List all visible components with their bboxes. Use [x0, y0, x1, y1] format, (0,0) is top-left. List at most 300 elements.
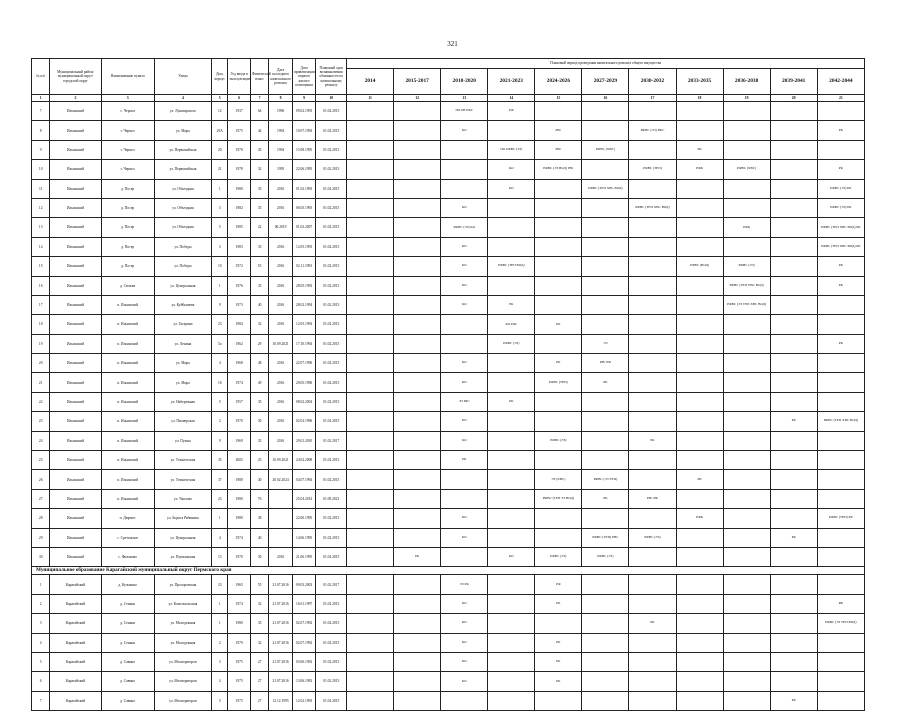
row-last-repair: 21.07.2016: [269, 633, 293, 652]
header-year-period: 2024-2026: [535, 69, 582, 95]
row-work-cell: [488, 276, 535, 295]
row-year-built: 1978: [228, 160, 251, 179]
row-work-cell: [347, 470, 394, 489]
row-last-repair: 2016: [269, 412, 293, 431]
row-work-cell: [629, 633, 676, 652]
header-row: [32, 59, 865, 69]
row-deadline: 01.02.2015: [316, 547, 347, 566]
row-street: ул. Объездная: [154, 179, 211, 198]
row-work-cell: [723, 315, 770, 334]
row-wear: 53: [250, 257, 268, 276]
row-work-cell: [441, 160, 488, 179]
row-work-cell: [676, 237, 723, 256]
row-work-cell: [629, 102, 676, 121]
row-privatization: 24.02.2008: [292, 451, 316, 470]
row-work-cell: [770, 547, 817, 566]
row-work-cell: [488, 451, 535, 470]
row-work-cell: [817, 691, 864, 710]
row-work-cell: РФК: [676, 160, 723, 179]
row-work-cell: КО: [441, 373, 488, 392]
row-no: 25: [32, 451, 50, 470]
row-work-cell: [676, 276, 723, 295]
column-number: 1: [32, 95, 50, 102]
row-work-cell: [394, 489, 441, 508]
row-work-cell: [347, 121, 394, 140]
row-house: 13: [212, 547, 228, 566]
row-wear: 35: [250, 198, 268, 217]
row-settlement: д. Сеньки: [101, 614, 154, 633]
row-work-cell: [770, 257, 817, 276]
row-work-cell: РФВС (ТЕП ВОД): [488, 257, 535, 276]
row-deadline: 01.02.2015: [316, 373, 347, 392]
column-number: 8: [269, 95, 293, 102]
row-last-repair: 20.02.2024: [269, 470, 293, 489]
row-work-cell: [488, 614, 535, 633]
row-year-built: 1974: [228, 528, 251, 547]
row-work-cell: [582, 614, 629, 633]
row-work-cell: КО: [441, 121, 488, 140]
table-row: [32, 160, 865, 179]
table-row: [32, 218, 865, 237]
row-work-cell: [394, 121, 441, 140]
row-work-cell: [488, 412, 535, 431]
row-municipality: Карагайский: [50, 594, 101, 613]
header-year-built: Год ввода в эксплуатацию: [228, 59, 251, 95]
row-privatization: 17.10.1994: [292, 334, 316, 353]
row-work-cell: КО: [441, 672, 488, 691]
row-municipality: Ильинский: [50, 509, 101, 528]
row-work-cell: [817, 470, 864, 489]
row-settlement: п. Ильинский: [101, 373, 154, 392]
row-deadline: 01.02.2015: [316, 528, 347, 547]
row-work-cell: КО: [441, 431, 488, 450]
row-year-built: 1962: [228, 334, 251, 353]
row-no: 10: [32, 160, 50, 179]
row-work-cell: КО: [441, 412, 488, 431]
row-no: 8: [32, 121, 50, 140]
row-work-cell: [582, 451, 629, 470]
row-work-cell: РК: [535, 594, 582, 613]
row-settlement: д. Посер: [101, 179, 154, 198]
row-work-cell: [535, 218, 582, 237]
row-municipality: Ильинский: [50, 276, 101, 295]
row-work-cell: [676, 198, 723, 217]
row-work-cell: КО РФс: [488, 315, 535, 334]
row-house: 3: [212, 652, 228, 671]
row-privatization: 15.08.1995: [292, 140, 316, 159]
row-work-cell: [676, 633, 723, 652]
header-privatization: Дата приватизации первого жилого помещения: [292, 59, 316, 95]
row-work-cell: [488, 652, 535, 671]
row-wear: 27: [250, 691, 268, 710]
row-work-cell: РВс РФ: [582, 354, 629, 373]
row-work-cell: ПО РФВС (ЭЗ): [488, 140, 535, 159]
row-privatization: 12.05.1994: [292, 315, 316, 334]
row-work-cell: [770, 160, 817, 179]
row-work-cell: [770, 373, 817, 392]
row-work-cell: [441, 140, 488, 159]
table-row: [32, 509, 865, 528]
row-last-repair: 21.07.2016: [269, 575, 293, 594]
column-numbers-row: [32, 95, 865, 102]
row-work-cell: [582, 509, 629, 528]
row-work-cell: [676, 489, 723, 508]
row-work-cell: [770, 140, 817, 159]
row-privatization: 01.02.2007: [292, 218, 316, 237]
row-deadline: 01.02.2015: [316, 121, 347, 140]
row-work-cell: [394, 470, 441, 489]
row-deadline: 01.02.2015: [316, 594, 347, 613]
row-work-cell: РК: [770, 528, 817, 547]
row-settlement: д. Посер: [101, 257, 154, 276]
row-work-cell: [770, 237, 817, 256]
section-row: [32, 567, 865, 575]
row-work-cell: РК: [770, 691, 817, 710]
row-no: 12: [32, 198, 50, 217]
row-work-cell: РФВС (ЭЗ): [629, 528, 676, 547]
row-work-cell: РФВС (ТЕП ХВС ВОД): [582, 179, 629, 198]
row-work-cell: [394, 392, 441, 411]
row-work-cell: [394, 140, 441, 159]
row-privatization: 02.07.1992: [292, 633, 316, 652]
row-work-cell: [676, 652, 723, 671]
row-settlement: д. Сеньки: [101, 633, 154, 652]
row-work-cell: [347, 237, 394, 256]
header-year-period: 2039-2041: [770, 69, 817, 95]
row-house: 1: [212, 594, 228, 613]
header-year-period: 2036-2038: [723, 69, 770, 95]
row-settlement: г. Чермоз: [101, 121, 154, 140]
row-work-cell: [676, 575, 723, 594]
row-no: 7: [32, 102, 50, 121]
row-street: ул. Набережная: [154, 392, 211, 411]
row-municipality: Ильинский: [50, 218, 101, 237]
row-work-cell: [676, 179, 723, 198]
row-work-cell: РФВС (ЭЗ ТЕП ВОД): [817, 614, 864, 633]
row-work-cell: РК: [535, 633, 582, 652]
row-house: 21: [212, 160, 228, 179]
row-work-cell: [723, 412, 770, 431]
row-privatization: 28.05.1993: [292, 276, 316, 295]
row-year-built: 1974: [228, 594, 251, 613]
row-work-cell: РВс: [535, 121, 582, 140]
row-municipality: Карагайский: [50, 633, 101, 652]
row-work-cell: [394, 451, 441, 470]
row-year-built: 1975: [228, 672, 251, 691]
row-work-cell: [629, 237, 676, 256]
row-year-built: 1975: [228, 121, 251, 140]
row-work-cell: [770, 295, 817, 314]
section-title: Муниципальное образование Карагайский муниципальный округ Пермского края: [32, 567, 865, 575]
row-work-cell: [629, 575, 676, 594]
row-work-cell: РК: [394, 547, 441, 566]
row-work-cell: [394, 614, 441, 633]
row-last-repair: 10.09.2021: [269, 334, 293, 353]
row-work-cell: [629, 392, 676, 411]
row-wear: 32: [250, 633, 268, 652]
row-last-repair: 2016: [269, 276, 293, 295]
row-street: ул. Мира: [154, 354, 211, 373]
row-house: 2: [212, 633, 228, 652]
row-house: 3: [212, 237, 228, 256]
table-row: [32, 295, 865, 314]
row-work-cell: [676, 431, 723, 450]
row-municipality: Ильинский: [50, 547, 101, 566]
row-house: 20: [212, 140, 228, 159]
row-privatization: 02.07.1992: [292, 614, 316, 633]
header-last-repair: Дата последнего капитального ремонта: [269, 59, 293, 95]
row-work-cell: [535, 334, 582, 353]
row-no: 28: [32, 509, 50, 528]
row-work-cell: РК: [817, 276, 864, 295]
column-number: 5: [212, 95, 228, 102]
row-house: 9: [212, 295, 228, 314]
row-street: ул. Ленина: [154, 334, 211, 353]
row-work-cell: [723, 594, 770, 613]
row-work-cell: КО: [488, 160, 535, 179]
row-work-cell: [535, 276, 582, 295]
column-number: 16: [582, 95, 629, 102]
row-work-cell: КО: [441, 633, 488, 652]
row-work-cell: [535, 392, 582, 411]
row-work-cell: [347, 614, 394, 633]
row-no: 20: [32, 354, 50, 373]
header-deadline: Плановый срок возникновения обязанности по капитальному ремонту: [316, 59, 347, 95]
row-work-cell: [394, 198, 441, 217]
row-work-cell: [488, 354, 535, 373]
row-street: ул. Мира: [154, 373, 211, 392]
row-deadline: 01.02.2015: [316, 257, 347, 276]
column-number: 2: [50, 95, 101, 102]
row-house: 23: [212, 315, 228, 334]
row-privatization: 22.07.1996: [292, 354, 316, 373]
row-work-cell: [535, 451, 582, 470]
row-settlement: п. Ильинский: [101, 412, 154, 431]
row-work-cell: [394, 412, 441, 431]
row-work-cell: [394, 237, 441, 256]
row-last-repair: 2016: [269, 354, 293, 373]
row-street: ул. Прохоровская: [154, 575, 211, 594]
row-work-cell: [676, 614, 723, 633]
row-last-repair: 2016: [269, 295, 293, 314]
row-no: 26: [32, 470, 50, 489]
row-work-cell: [770, 315, 817, 334]
table-row: [32, 121, 865, 140]
row-work-cell: РФК: [676, 509, 723, 528]
row-work-cell: РК: [629, 614, 676, 633]
row-work-cell: РК: [817, 160, 864, 179]
row-work-cell: [394, 672, 441, 691]
row-work-cell: [676, 102, 723, 121]
table-row: [32, 614, 865, 633]
row-work-cell: КО: [441, 614, 488, 633]
row-work-cell: [488, 218, 535, 237]
row-settlement: д. Савино: [101, 652, 154, 671]
row-work-cell: РФВС (ТЕП) РВС: [582, 528, 629, 547]
row-work-cell: [770, 575, 817, 594]
row-work-cell: РФВС (ЭЗ) РФС: [629, 121, 676, 140]
row-year-built: 2005: [228, 451, 251, 470]
row-work-cell: [770, 198, 817, 217]
row-settlement: д. Посер: [101, 237, 154, 256]
table-row: [32, 276, 865, 295]
row-house: 3: [212, 198, 228, 217]
row-settlement: п. Ильинский: [101, 334, 154, 353]
row-work-cell: [394, 691, 441, 710]
row-work-cell: [770, 614, 817, 633]
row-work-cell: [488, 633, 535, 652]
row-street: ул. Комсомольская: [154, 594, 211, 613]
row-municipality: Ильинский: [50, 354, 101, 373]
row-street: ул. Бориса Рябинина: [154, 509, 211, 528]
header-year-period: 2030-2032: [629, 69, 676, 95]
row-work-cell: [394, 218, 441, 237]
row-work-cell: [582, 160, 629, 179]
row-year-built: 1982: [228, 198, 251, 217]
row-wear: 44: [250, 121, 268, 140]
row-deadline: 01.02.2015: [316, 652, 347, 671]
row-work-cell: [582, 198, 629, 217]
header-year-period: 2033-2035: [676, 69, 723, 95]
row-municipality: Ильинский: [50, 121, 101, 140]
row-wear: 27: [250, 672, 268, 691]
row-work-cell: РК: [582, 373, 629, 392]
row-work-cell: [723, 334, 770, 353]
row-wear: 33: [250, 237, 268, 256]
row-wear: 40: [250, 295, 268, 314]
row-house: 5: [212, 392, 228, 411]
row-work-cell: РФВС (ЭЗ ТЕП): [582, 470, 629, 489]
header-year-period: 2021-2023: [488, 69, 535, 95]
row-work-cell: [770, 509, 817, 528]
row-house: 5: [212, 691, 228, 710]
table-row: [32, 237, 865, 256]
row-deadline: 01.02.2015: [316, 392, 347, 411]
row-house: 4: [212, 672, 228, 691]
row-house: 12: [212, 102, 228, 121]
table-row: [32, 102, 865, 121]
row-work-cell: [817, 431, 864, 450]
row-last-repair: 21.07.2016: [269, 594, 293, 613]
row-work-cell: РФВС (ЭЗ) РК: [817, 179, 864, 198]
row-work-cell: [817, 575, 864, 594]
row-no: 9: [32, 140, 50, 159]
row-municipality: Ильинский: [50, 470, 101, 489]
column-number: 6: [228, 95, 251, 102]
header-year-period: 2042-2044: [817, 69, 864, 95]
row-privatization: 08.02.2004: [292, 392, 316, 411]
table-row: [32, 140, 865, 159]
row-wear: 35: [250, 276, 268, 295]
row-work-cell: [629, 652, 676, 671]
table-row: [32, 489, 865, 508]
column-number: 19: [723, 95, 770, 102]
row-work-cell: РФВС (ТЕП ХВС ВОД) РК: [817, 218, 864, 237]
row-work-cell: [676, 691, 723, 710]
row-street: ул. Пушка: [154, 431, 211, 450]
header-wear: Физический износ: [250, 59, 268, 95]
row-work-cell: [817, 633, 864, 652]
row-street: ул. Луначарского: [154, 102, 211, 121]
row-work-cell: [723, 575, 770, 594]
row-work-cell: [770, 354, 817, 373]
row-wear: 27: [250, 652, 268, 671]
row-year-built: 1970: [228, 547, 251, 566]
row-work-cell: РФВС (ЭЗ): [535, 431, 582, 450]
row-work-cell: [723, 528, 770, 547]
row-work-cell: [629, 509, 676, 528]
row-work-cell: [394, 594, 441, 613]
row-year-built: 1980: [228, 489, 251, 508]
row-privatization: 12.02.1993: [292, 691, 316, 710]
row-work-cell: РВс РФ: [629, 489, 676, 508]
row-year-built: 1979: [228, 633, 251, 652]
row-last-repair: 06.2019: [269, 218, 293, 237]
row-no: 13: [32, 218, 50, 237]
row-work-cell: [347, 218, 394, 237]
row-work-cell: [817, 392, 864, 411]
row-work-cell: [347, 257, 394, 276]
row-municipality: Ильинский: [50, 315, 101, 334]
row-work-cell: [676, 334, 723, 353]
row-work-cell: [723, 470, 770, 489]
table-row: [32, 315, 865, 334]
row-deadline: 01.02.2015: [316, 691, 347, 710]
row-work-cell: [347, 489, 394, 508]
row-work-cell: [770, 489, 817, 508]
row-last-repair: [269, 509, 293, 528]
row-no: 22: [32, 392, 50, 411]
row-street: ул. Пионерская: [154, 412, 211, 431]
row-work-cell: [488, 594, 535, 613]
row-work-cell: РФВС (ЭЗ ТЕП ХВС ВОД): [723, 295, 770, 314]
row-work-cell: [676, 547, 723, 566]
table-row: [32, 633, 865, 652]
row-work-cell: [347, 334, 394, 353]
row-work-cell: [488, 431, 535, 450]
row-house: 1: [212, 276, 228, 295]
row-work-cell: [723, 373, 770, 392]
row-last-repair: 2016: [269, 198, 293, 217]
row-work-cell: КО: [441, 295, 488, 314]
row-work-cell: РК: [629, 431, 676, 450]
row-municipality: Ильинский: [50, 179, 101, 198]
row-last-repair: 2016: [269, 237, 293, 256]
row-settlement: п. Ильинский: [101, 392, 154, 411]
row-deadline: 01.02.2015: [316, 218, 347, 237]
row-work-cell: [582, 295, 629, 314]
row-last-repair: 2016: [269, 431, 293, 450]
column-number: 3: [101, 95, 154, 102]
row-work-cell: [723, 652, 770, 671]
row-deadline: 01.02.2015: [316, 614, 347, 633]
row-work-cell: [629, 295, 676, 314]
row-work-cell: [488, 121, 535, 140]
row-no: 6: [32, 672, 50, 691]
row-work-cell: [723, 672, 770, 691]
row-work-cell: [582, 594, 629, 613]
row-work-cell: [488, 575, 535, 594]
row-work-cell: [347, 451, 394, 470]
row-work-cell: РК: [582, 489, 629, 508]
row-house: 5: [212, 218, 228, 237]
row-work-cell: РФВС (ЭЗ): [535, 547, 582, 566]
row-work-cell: [676, 373, 723, 392]
row-work-cell: [629, 218, 676, 237]
row-work-cell: [723, 431, 770, 450]
row-work-cell: [582, 691, 629, 710]
column-number: 4: [154, 95, 211, 102]
